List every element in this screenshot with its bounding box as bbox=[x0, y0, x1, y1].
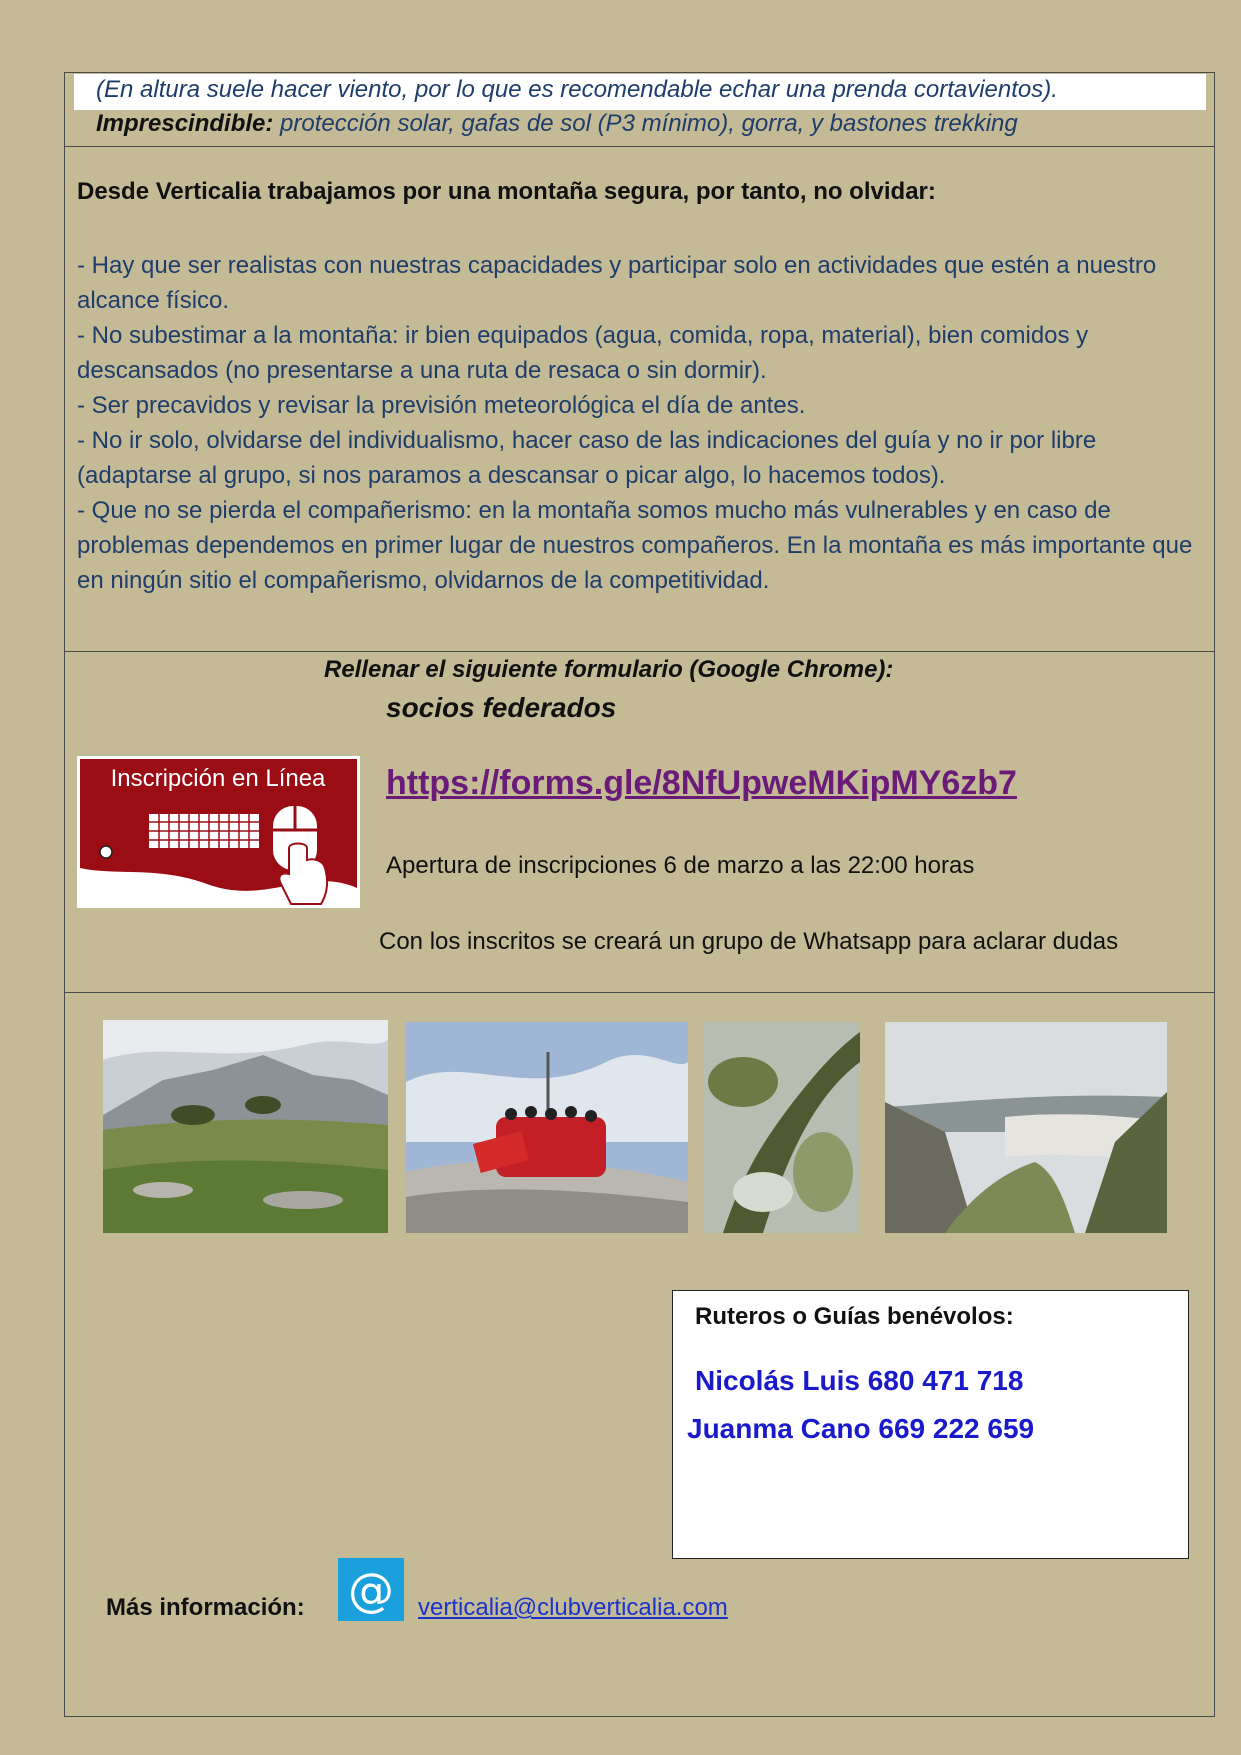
safety-rules bbox=[77, 248, 1205, 598]
registration-form-link[interactable]: https://forms.gle/8NfUpweMKipMY6zb7 bbox=[386, 764, 1017, 802]
keyboard-icon bbox=[149, 814, 259, 848]
banner-label: Inscripción en Línea bbox=[110, 765, 326, 792]
safety-rule: - Hay que ser realistas con nuestras capacidades y participar solo en actividades que estén a nuestro alcance físico. bbox=[77, 252, 1157, 314]
cursor-dot-icon bbox=[100, 846, 112, 858]
form-title: Rellenar el siguiente formulario (Google Chrome): bbox=[324, 656, 894, 683]
online-registration-banner[interactable] bbox=[77, 756, 360, 908]
at-sign-icon bbox=[338, 1558, 404, 1621]
guide-contact: Nicolás Luis 680 471 718 bbox=[695, 1365, 1024, 1396]
photo-mossy-tree bbox=[703, 1022, 860, 1233]
registration-banner-graphic bbox=[77, 756, 360, 908]
guides-box bbox=[672, 1290, 1189, 1559]
guides-title: Ruteros o Guías benévolos: bbox=[695, 1303, 1014, 1330]
essentials-text: protección solar, gafas de sol (P3 mínimo), gorra, y bastones trekking bbox=[273, 110, 1018, 137]
guide-contact: Juanma Cano 669 222 659 bbox=[687, 1413, 1035, 1444]
registration-opening: Apertura de inscripciones 6 de marzo a las 22:00 horas bbox=[386, 852, 975, 879]
safety-rule: - No ir solo, olvidarse del individualismo, hacer caso de las indicaciones del guía y no ir por libre (adaptarse al grupo, si nos paramos a descansar o picar algo, lo hacemos todos). bbox=[77, 427, 1097, 489]
photo-village-view bbox=[885, 1022, 1167, 1233]
more-info-label: Más información: bbox=[106, 1594, 305, 1621]
photo-group-summit bbox=[406, 1022, 688, 1233]
email-link[interactable]: verticalia@clubverticalia.com bbox=[418, 1594, 728, 1621]
safety-rule: - Ser precavidos y revisar la previsión meteorológica el día de antes. bbox=[77, 392, 806, 419]
wind-note: (En altura suele hacer viento, por lo que es recomendable echar una prenda cortavientos). bbox=[96, 76, 1058, 103]
section-divider bbox=[64, 992, 1215, 993]
svg-text:@: @ bbox=[348, 1563, 394, 1617]
safety-rule: - Que no se pierda el compañerismo: en la montaña somos mucho más vulnerables y en caso de problemas dependemos en primer lugar de nuestros compañeros. En la montaña es más importante que en ningún sitio el compañerismo, olvidarnos de la competitividad. bbox=[77, 497, 1193, 594]
section-divider bbox=[64, 651, 1215, 652]
essentials-label: Imprescindible: bbox=[96, 110, 274, 137]
member-type: socios federados bbox=[386, 692, 617, 723]
safety-title: Desde Verticalia trabajamos por una montaña segura, por tanto, no olvidar: bbox=[77, 178, 936, 205]
safety-rule: - No subestimar a la montaña: ir bien equipados (agua, comida, ropa, material), bien comidos y descansados (no presentarse a una ruta de resaca o sin dormir). bbox=[77, 322, 1089, 384]
section-divider bbox=[64, 146, 1215, 147]
whatsapp-note: Con los inscritos se creará un grupo de Whatsapp para aclarar dudas bbox=[379, 928, 1119, 955]
photo-mountain-meadow bbox=[103, 1020, 388, 1233]
essentials-line bbox=[96, 110, 1018, 138]
